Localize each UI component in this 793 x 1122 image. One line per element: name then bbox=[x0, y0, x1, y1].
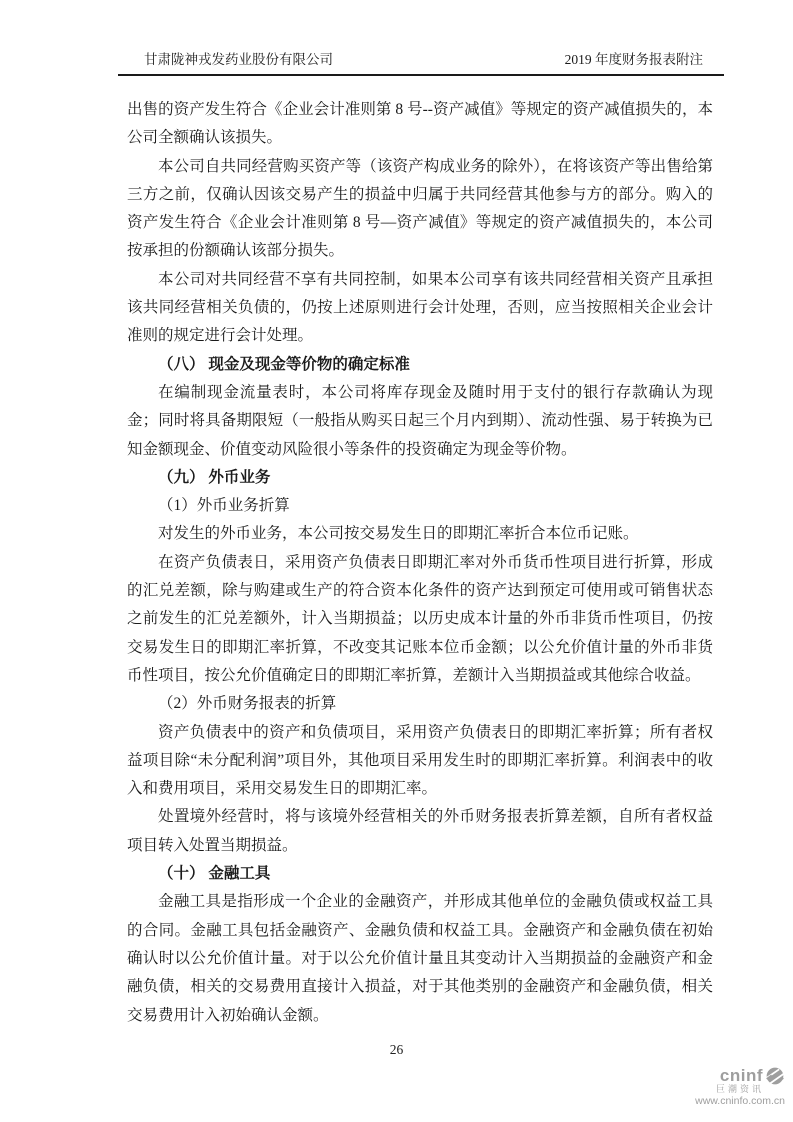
company-name: 甘肃陇神戎发药业股份有限公司 bbox=[144, 52, 333, 67]
body-paragraph: 出售的资产发生符合《企业会计准则第 8 号--资产减值》等规定的资产减值损失的，本公司全额确认该损失。 bbox=[127, 101, 713, 147]
report-title: 2019 年度财务报表附注 bbox=[564, 52, 703, 67]
page-header bbox=[119, 48, 723, 68]
body-paragraph: 在资产负债表日，采用资产负债表日即期汇率对外币货币性项目进行折算，形成的汇兑差额，除与购建或生产的符合资本化条件的资产达到预定可使用或可销售状态之前发生的汇兑差额外，计入当期损益；以历史成本计量的外币非货币性项目，仍按交易发生日的即期汇率折算，不改变其记账本位币金额；以公允价值计量的外币非货币性项目，按公允价值确定日的即期汇率折算，差额计入当期损益或其他综合收益。 bbox=[127, 553, 713, 684]
body-paragraph: 金融工具是指形成一个企业的金融资产，并形成其他单位的金融负债或权益工具的合同。金融工具包括金融资产、金融负债和权益工具。金融资产和金融负债在初始确认时以公允价值计量。对于以公允价值计量且其变动计入当期损益的金融资产和金融负债，相关的交易费用直接计入损益，对于其他类别的金融资产和金融负债，相关交易费用计入初始确认金额。 bbox=[127, 893, 713, 1024]
sub-heading-fx-statements: （2）外币财务报表的折算 bbox=[158, 695, 337, 713]
body-paragraph: 资产负债表中的资产和负债项目，采用资产负债表日的即期汇率折算；所有者权益项目除“未分配利润”项目外，其他项目采用发生时的即期汇率折算。利润表中的收入和费用项目，采用交易发生日的即期汇率。 bbox=[127, 723, 713, 798]
page-number: 26 bbox=[389, 1042, 404, 1057]
section-heading-financial-instruments: （十） 金融工具 bbox=[158, 865, 271, 883]
sub-heading-fx-translation: （1）外币业务折算 bbox=[158, 497, 290, 515]
body-paragraph: 对发生的外币业务，本公司按交易发生日的即期汇率折合本位币记账。 bbox=[158, 525, 639, 543]
body-paragraph: 在编制现金流量表时，本公司将库存现金及随时用于支付的银行存款确认为现金；同时将具备期限短（一般指从购买日起三个月内到期）、流动性强、易于转换为已知金额现金、价值变动风险很小等条件的投资确定为现金等价物。 bbox=[127, 383, 713, 458]
body-paragraph: 处置境外经营时，将与该境外经营相关的外币财务报表折算差额，自所有者权益项目转入处置当期损益。 bbox=[127, 808, 713, 854]
cninfo-logo bbox=[695, 1066, 785, 1107]
body-paragraph: 本公司自共同经营购买资产等（该资产构成业务的除外），在将该资产等出售给第三方之前，仅确认因该交易产生的损益中归属于共同经营其他参与方的部分。购入的资产发生符合《企业会计准则第 8 号—资产减值》等规定的资产减值损失的，本公司按承担的份额确认该部分损失。 bbox=[127, 157, 713, 260]
body-paragraph: 本公司对共同经营不享有共同控制，如果本公司享有该共同经营相关资产且承担该共同经营相关负债的，仍按上述原则进行会计处理，否则，应当按照相关企业会计准则的规定进行会计处理。 bbox=[127, 270, 713, 345]
cninfo-chinese-name: 巨潮资讯 bbox=[715, 1084, 764, 1094]
section-heading-foreign-currency: （九） 外币业务 bbox=[158, 468, 271, 486]
cninfo-website: www.cninfo.com.cn bbox=[695, 1095, 785, 1108]
document-body bbox=[127, 96, 713, 1030]
cninfo-swirl-icon bbox=[765, 1066, 785, 1086]
section-heading-cash-equivalents: （八） 现金及现金等价物的确定标准 bbox=[158, 355, 410, 373]
cninfo-brand-text: cninf bbox=[719, 1066, 763, 1086]
header-divider bbox=[118, 74, 724, 76]
